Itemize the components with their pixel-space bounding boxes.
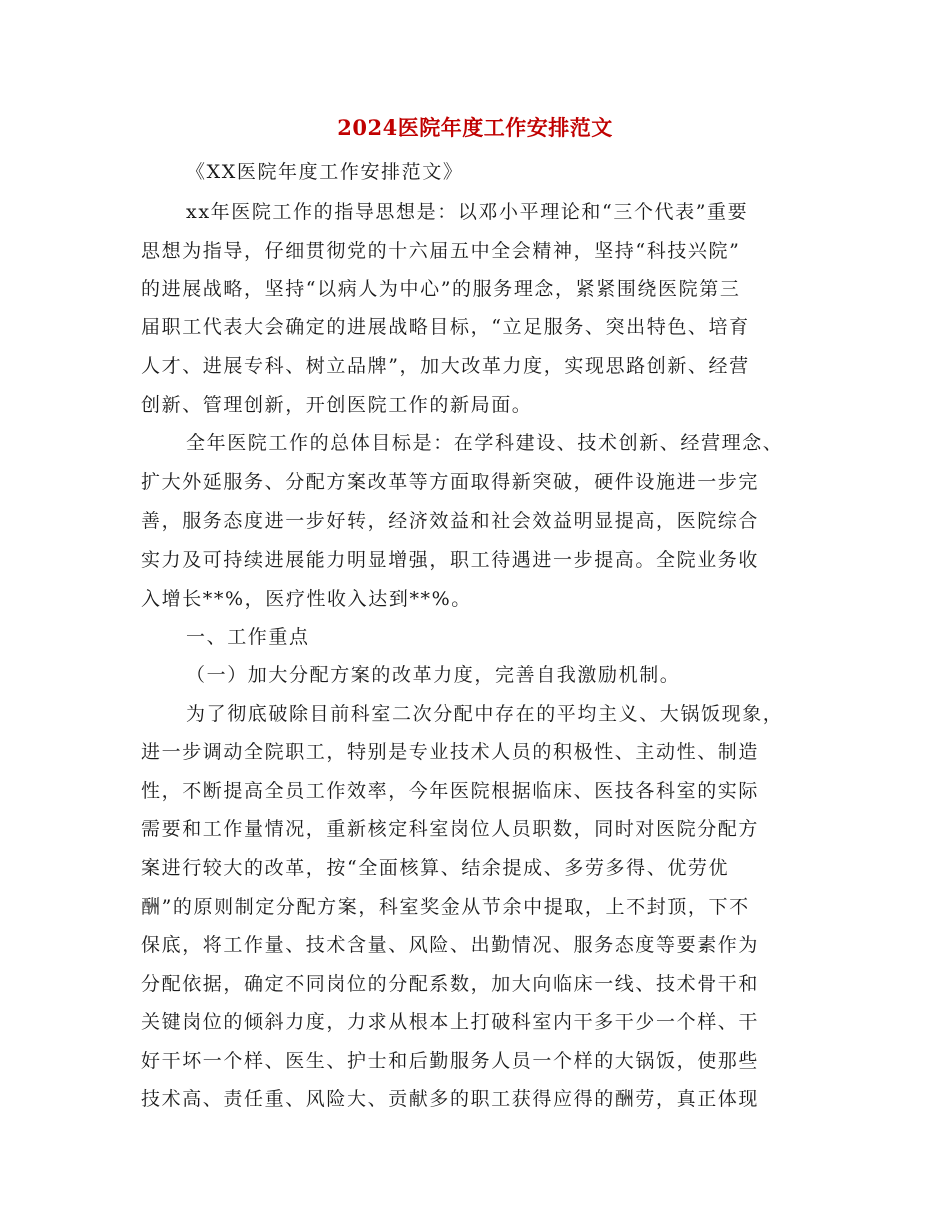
paragraph-line: 《XX医院年度工作安排范文》 xyxy=(186,161,464,183)
paragraph-line: 性，不断提高全员工作效率，今年医院根据临床、医技各科室的实际 xyxy=(141,780,760,802)
subsection-heading: （一）加大分配方案的改革力度，完善自我激励机制。 xyxy=(186,664,681,686)
paragraph-line: 分配依据，确定不同岗位的分配系数，加大向临床一线、技术骨干和 xyxy=(141,973,760,995)
paragraph-line: 为了彻底破除目前科室二次分配中存在的平均主义、大锅饭现象， xyxy=(186,703,784,725)
paragraph-line: xx年医院工作的指导思想是：以邓小平理论和“三个代表”重要 xyxy=(186,201,749,223)
paragraph-line: 善，服务态度进一步好转，经济效益和社会效益明显提高，医院综合 xyxy=(141,510,760,532)
paragraph-line: 实力及可持续进展能力明显增强，职工待遇进一步提高。全院业务收 xyxy=(141,549,760,571)
paragraph-line: 届职工代表大会确定的进展战略目标，“立足服务、突出特色、培育 xyxy=(141,316,750,338)
paragraph-line: 创新、管理创新，开创医院工作的新局面。 xyxy=(141,394,533,416)
paragraph-line: 扩大外延服务、分配方案改革等方面取得新突破，硬件设施进一步完 xyxy=(141,471,760,493)
paragraph-line: 的进展战略，坚持“以病人为中心”的服务理念，紧紧围绕医院第三 xyxy=(141,278,741,300)
paragraph-line: 进一步调动全院职工，特别是专业技术人员的积极性、主动性、制造 xyxy=(141,741,760,763)
paragraph-line: 需要和工作量情况，重新核定科室岗位人员职数，同时对医院分配方 xyxy=(141,818,760,840)
section-heading: 一、工作重点 xyxy=(186,626,310,648)
paragraph-line: 全年医院工作的总体目标是：在学科建设、技术创新、经营理念、 xyxy=(186,432,784,454)
paragraph-line: 思想为指导，仔细贯彻党的十六届五中全会精神，坚持“科技兴院” xyxy=(141,240,741,262)
paragraph-line: 技术高、责任重、风险大、贡献多的职工获得应得的酬劳，真正体现 xyxy=(141,1088,760,1110)
paragraph-line: 人才、进展专科、树立品牌”，加大改革力度，实现思路创新、经营 xyxy=(141,355,750,377)
paragraph-line: 酬”的原则制定分配方案，科室奖金从节余中提取，上不封顶，下不 xyxy=(141,896,750,918)
paragraph-line: 好干坏一个样、医生、护士和后勤服务人员一个样的大锅饭，使那些 xyxy=(141,1050,760,1072)
paragraph-line: 关键岗位的倾斜力度，力求从根本上打破科室内干多干少一个样、干 xyxy=(141,1011,760,1033)
document-title: 2024医院年度工作安排范文 xyxy=(337,115,613,140)
paragraph-line: 保底，将工作量、技术含量、风险、出勤情况、服务态度等要素作为 xyxy=(141,934,760,956)
paragraph-line: 案进行较大的改革，按“全面核算、结余提成、多劳多得、优劳优 xyxy=(141,857,730,879)
paragraph-line: 入增长**%，医疗性收入达到**%。 xyxy=(141,588,472,610)
